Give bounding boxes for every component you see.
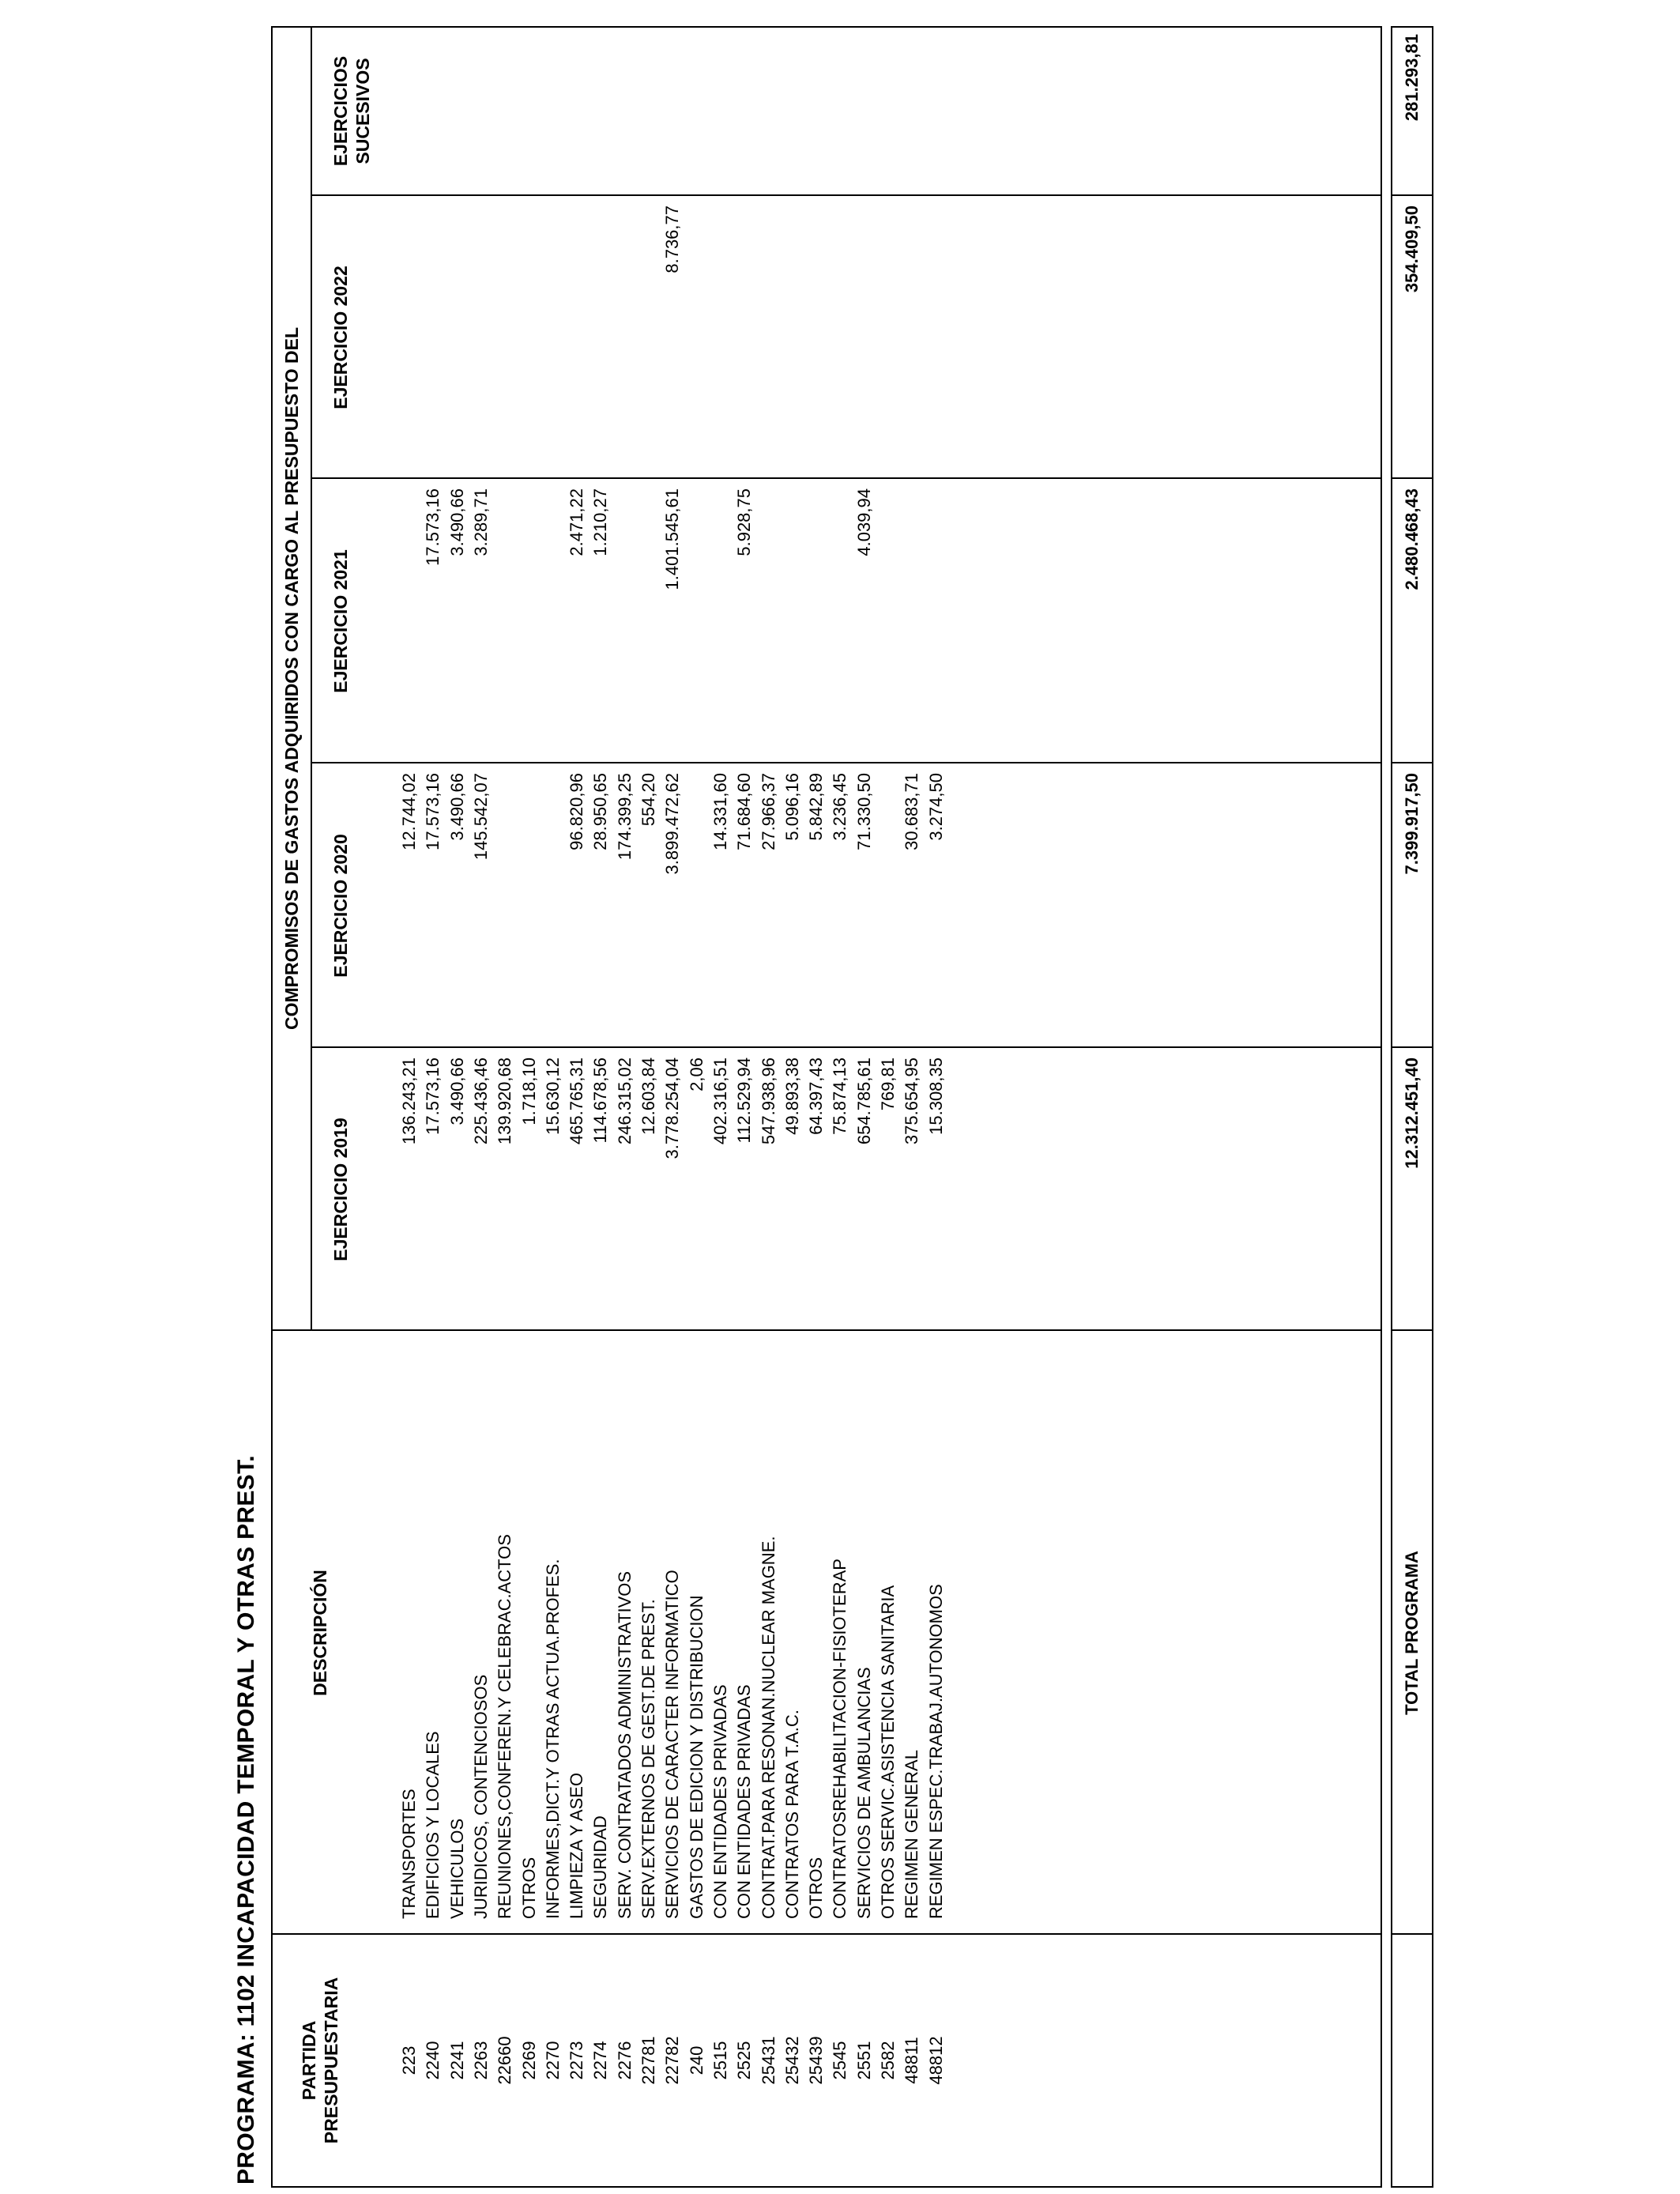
cell-partida: 48811 <box>902 2037 922 2084</box>
cell-descripcion: CONTRAT.PARA RESONAN.NUCLEAR MAGNE. <box>758 1536 778 1919</box>
cell-e2019: 3.778.254,04 <box>662 1057 683 1159</box>
cell-e2019: 136.243,21 <box>399 1057 419 1145</box>
cell-descripcion: SERV.EXTERNOS DE GEST.DE PREST. <box>638 1599 658 1919</box>
cell-e2019: 465.765,31 <box>567 1057 587 1145</box>
cell-e2021: 2.471,22 <box>567 488 587 556</box>
cell-descripcion: EDIFICIOS Y LOCALES <box>423 1731 443 1919</box>
cell-e2019: 15.308,35 <box>925 1057 946 1135</box>
cell-descripcion: SERVICIOS DE AMBULANCIAS <box>853 1667 874 1919</box>
cell-descripcion: OTROS <box>806 1857 827 1919</box>
cell-e2019: 112.529,94 <box>734 1057 755 1144</box>
cell-descripcion: OTROS SERVIC.ASISTENCIA SANITARIA <box>878 1585 898 1919</box>
header-compromisos: COMPROMISOS DE GASTOS ADQUIRIDOS CON CARGO AL PRESUPUESTO DEL <box>281 327 302 1031</box>
cell-e2019: 402.316,51 <box>710 1057 730 1145</box>
cell-e2021: 5.928,75 <box>734 488 755 556</box>
cell-e2020: 145.542,07 <box>470 773 491 861</box>
cell-e2019: 225.436,46 <box>470 1057 491 1145</box>
cell-e2020: 12.744,02 <box>399 773 419 850</box>
cell-e2021: 1.401.545,61 <box>662 488 683 590</box>
cell-descripcion: GASTOS DE EDICION Y DISTRIBUCION <box>686 1595 706 1919</box>
cell-partida: 22660 <box>495 2036 515 2085</box>
cell-descripcion: SEGURIDAD <box>590 1815 611 1919</box>
cell-e2022: 8.736,77 <box>662 205 683 273</box>
cell-partida: 223 <box>399 2045 419 2075</box>
cell-e2019: 769,81 <box>878 1057 898 1111</box>
cell-partida: 2525 <box>734 2041 755 2080</box>
page-title: PROGRAMA: 1102 INCAPACIDAD TEMPORAL Y OTRAS PREST. <box>233 1455 259 2185</box>
header-divider <box>311 26 312 1331</box>
cell-descripcion: REGIMEN ESPEC.TRABAJ.AUTONOMOS <box>925 1584 946 1919</box>
cell-e2019: 375.654,95 <box>902 1057 922 1145</box>
cell-descripcion: JURIDICOS, CONTENCIOSOS <box>470 1674 491 1919</box>
cell-e2019: 1.718,10 <box>518 1057 539 1125</box>
header-ejercicio-2021: EJERCICIO 2021 <box>330 549 351 693</box>
cell-descripcion: OTROS <box>518 1857 539 1919</box>
col-divider <box>311 194 1381 196</box>
header-ejercicio-2019: EJERCICIO 2019 <box>330 1118 351 1261</box>
header-ejercicio-2022: EJERCICIO 2022 <box>330 266 351 409</box>
cell-descripcion: SERVICIOS DE CARACTER INFORMATICO <box>662 1570 683 1919</box>
cell-e2019: 139.920,68 <box>495 1057 515 1145</box>
cell-e2019: 15.630,12 <box>542 1057 563 1135</box>
cell-e2020: 27.966,37 <box>758 773 778 850</box>
cell-descripcion: TRANSPORTES <box>399 1789 419 1919</box>
cell-e2019: 246.315,02 <box>614 1057 635 1145</box>
total-2021: 2.480.468,43 <box>1402 488 1422 590</box>
cell-partida: 2276 <box>614 2041 635 2080</box>
cell-partida: 22781 <box>638 2036 658 2085</box>
cell-e2020: 14.331,60 <box>710 773 730 850</box>
col-divider <box>311 477 1381 479</box>
cell-e2020: 554,20 <box>638 773 658 827</box>
cell-e2020: 3.490,66 <box>446 773 467 841</box>
cell-e2021: 4.039,94 <box>853 488 874 556</box>
cell-partida: 25439 <box>806 2036 827 2085</box>
cell-e2021: 3.490,66 <box>446 488 467 556</box>
cell-e2020: 17.573,16 <box>423 773 443 850</box>
cell-e2019: 17.573,16 <box>423 1057 443 1135</box>
cell-descripcion: SERV. CONTRATADOS ADMINISTRATIVOS <box>614 1570 635 1919</box>
cell-partida: 25432 <box>782 2036 802 2085</box>
cell-descripcion: INFORMES,DICT.Y OTRAS ACTUA.PROFES. <box>542 1559 563 1919</box>
cell-descripcion: REUNIONES,CONFEREN.Y CELEBRAC.ACTOS <box>495 1534 515 1919</box>
cell-partida: 22782 <box>662 2036 683 2085</box>
cell-e2020: 5.096,16 <box>782 773 802 841</box>
cell-descripcion: CON ENTIDADES PRIVADAS <box>734 1684 755 1919</box>
cell-e2020: 30.683,71 <box>902 773 922 850</box>
cell-e2021: 3.289,71 <box>470 488 491 556</box>
header-ejercicio-2020: EJERCICIO 2020 <box>330 834 351 978</box>
cell-e2019: 12.603,84 <box>638 1057 658 1135</box>
cell-descripcion: REGIMEN GENERAL <box>902 1750 922 1919</box>
total-2019: 12.312.451,40 <box>1402 1057 1422 1169</box>
cell-e2020: 174.399,25 <box>614 773 635 861</box>
total-label: TOTAL PROGRAMA <box>1402 1551 1422 1715</box>
total-2020: 7.399.917,50 <box>1402 773 1422 875</box>
cell-partida: 25431 <box>758 2036 778 2085</box>
cell-e2020: 28.950,65 <box>590 773 611 850</box>
cell-e2020: 3.236,45 <box>830 773 850 841</box>
cell-e2020: 71.684,60 <box>734 773 755 850</box>
cell-descripcion: CON ENTIDADES PRIVADAS <box>710 1684 730 1919</box>
header-descripcion: DESCRIPCIÓN <box>310 1570 330 1696</box>
cell-partida: 2270 <box>542 2041 563 2080</box>
cell-partida: 240 <box>686 2045 706 2075</box>
cell-partida: 2551 <box>853 2041 874 2080</box>
header-ejercicios-sucesivos: EJERCICIOS SUCESIVOS <box>330 55 373 167</box>
cell-descripcion: CONTRATOS PARA T.A.C. <box>782 1710 802 1919</box>
cell-descripcion: LIMPIEZA Y ASEO <box>567 1772 587 1919</box>
budget-table <box>271 26 1382 2188</box>
cell-e2021: 1.210,27 <box>590 488 611 556</box>
cell-e2019: 64.397,43 <box>806 1057 827 1135</box>
cell-e2019: 3.490,66 <box>446 1057 467 1125</box>
cell-e2020: 3.899.472,62 <box>662 773 683 875</box>
cell-partida: 48812 <box>925 2036 946 2085</box>
total-row <box>1391 26 1433 2188</box>
cell-e2020: 3.274,50 <box>925 773 946 841</box>
cell-e2020: 5.842,89 <box>806 773 827 841</box>
cell-partida: 2241 <box>446 2041 467 2080</box>
cell-partida: 2269 <box>518 2041 539 2080</box>
cell-e2019: 49.893,38 <box>782 1057 802 1135</box>
cell-descripcion: CONTRATOSREHABILITACION-FISIOTERAP <box>830 1559 850 1919</box>
cell-e2020: 96.820,96 <box>567 773 587 850</box>
cell-e2019: 2,06 <box>686 1057 706 1091</box>
cell-partida: 2515 <box>710 2041 730 2080</box>
cell-e2019: 75.874,13 <box>830 1057 850 1135</box>
cell-e2019: 654.785,61 <box>853 1057 874 1145</box>
total-2022: 354.409,50 <box>1402 205 1422 293</box>
total-sucesivos: 281.293,81 <box>1402 34 1422 122</box>
cell-partida: 2582 <box>878 2041 898 2080</box>
cell-e2019: 547.938,96 <box>758 1057 778 1145</box>
header-partida: PARTIDA PRESUPUESTARIA <box>299 1977 341 2144</box>
cell-e2020: 71.330,50 <box>853 773 874 850</box>
cell-partida: 2545 <box>830 2041 850 2080</box>
cell-partida: 2263 <box>470 2041 491 2080</box>
cell-descripcion: VEHICULOS <box>446 1818 467 1919</box>
cell-partida: 2273 <box>567 2041 587 2080</box>
cell-e2021: 17.573,16 <box>423 488 443 566</box>
cell-partida: 2240 <box>423 2041 443 2080</box>
cell-e2019: 114.678,56 <box>590 1057 611 1144</box>
cell-partida: 2274 <box>590 2041 611 2080</box>
